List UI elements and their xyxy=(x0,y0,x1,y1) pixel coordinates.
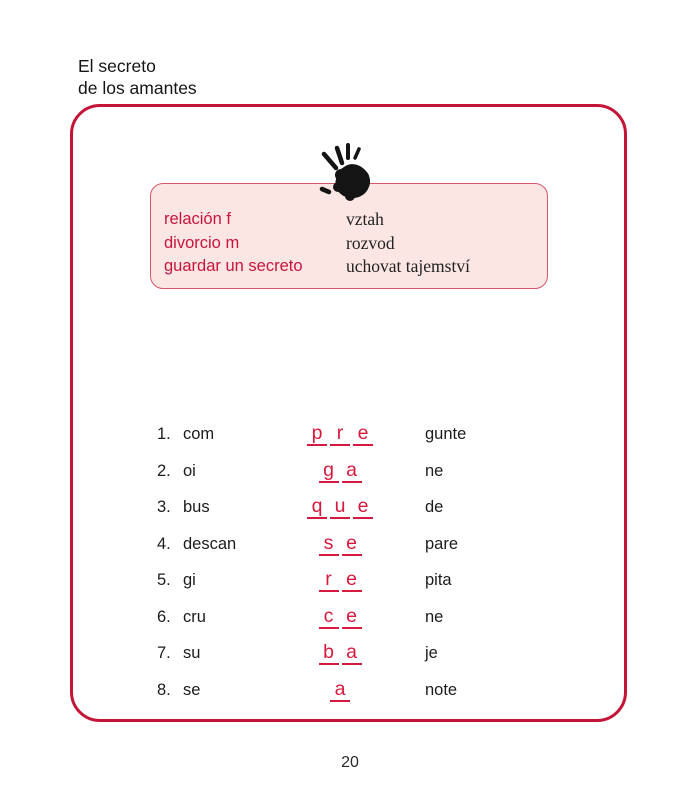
word-end: pita xyxy=(425,571,452,589)
answer-letter: r xyxy=(332,416,348,450)
vocab-spanish: relación f xyxy=(164,210,231,228)
exercise-row-3 xyxy=(157,489,557,526)
page-title-line1: El secreto xyxy=(78,56,156,76)
answer-letters xyxy=(280,635,400,670)
exercise-row-4 xyxy=(157,526,557,563)
answer-letter: a xyxy=(344,635,360,669)
answer-letter: a xyxy=(344,453,360,487)
vocab-row xyxy=(164,208,547,232)
vocab-spanish: divorcio m xyxy=(164,233,240,252)
item-number: 8. xyxy=(157,680,171,699)
exercise-row-1 xyxy=(157,416,557,453)
word-end: pare xyxy=(425,534,459,553)
word-start: oi xyxy=(183,461,196,480)
answer-letters xyxy=(280,526,400,561)
answer-letter: e xyxy=(355,489,371,523)
exercise-list xyxy=(157,416,557,708)
answer-letters xyxy=(280,672,400,707)
answer-letter: s xyxy=(321,526,337,560)
word-start: cru xyxy=(183,607,206,626)
word-start: bus xyxy=(183,498,210,516)
vocab-row xyxy=(164,232,547,256)
page-title xyxy=(78,55,197,99)
word-end: je xyxy=(425,644,438,662)
item-number: 1. xyxy=(157,425,171,443)
vocab-spanish: guardar un secreto xyxy=(164,257,303,275)
word-end: gunte xyxy=(425,425,467,443)
answer-letter: c xyxy=(321,599,337,633)
item-number: 7. xyxy=(157,644,171,662)
answer-letter: p xyxy=(309,416,325,450)
vocab-czech: rozvod xyxy=(346,232,395,253)
item-number: 4. xyxy=(157,534,171,553)
word-start: se xyxy=(183,680,201,699)
item-number: 3. xyxy=(157,498,171,516)
answer-letter: r xyxy=(321,562,337,596)
item-number: 5. xyxy=(157,571,171,589)
word-end: de xyxy=(425,498,444,516)
item-number: 6. xyxy=(157,607,171,626)
word-end: note xyxy=(425,680,458,699)
ink-splat-icon xyxy=(314,141,380,207)
answer-letter: b xyxy=(321,635,337,669)
word-start: descan xyxy=(183,534,237,553)
answer-letter: g xyxy=(321,453,337,487)
word-start: su xyxy=(183,644,201,662)
item-number: 2. xyxy=(157,461,171,480)
word-end: ne xyxy=(425,461,444,480)
answer-letters xyxy=(280,562,400,597)
word-end: ne xyxy=(425,607,444,626)
exercise-row-6 xyxy=(157,599,557,636)
answer-letter: u xyxy=(332,489,348,523)
answer-letter: e xyxy=(344,599,360,633)
answer-letter: e xyxy=(344,562,360,596)
exercise-row-5 xyxy=(157,562,557,599)
exercise-row-7 xyxy=(157,635,557,672)
answer-letter: a xyxy=(332,672,348,706)
answer-letter: e xyxy=(344,526,360,560)
answer-letter: q xyxy=(309,489,325,523)
answer-letters xyxy=(280,599,400,634)
vocab-czech: vztah xyxy=(346,209,384,229)
answer-letters xyxy=(280,416,400,451)
answer-letter: e xyxy=(355,416,371,450)
exercise-row-2 xyxy=(157,453,557,490)
vocab-row xyxy=(164,255,547,279)
word-start: gi xyxy=(183,571,196,589)
word-start: com xyxy=(183,425,215,443)
answer-letters xyxy=(280,489,400,524)
exercise-row-8 xyxy=(157,672,557,709)
vocab-czech: uchovat tajemství xyxy=(346,256,470,276)
answer-letters xyxy=(280,453,400,488)
page-title-line2: de los amantes xyxy=(78,78,197,98)
page-number: 20 xyxy=(341,754,359,771)
